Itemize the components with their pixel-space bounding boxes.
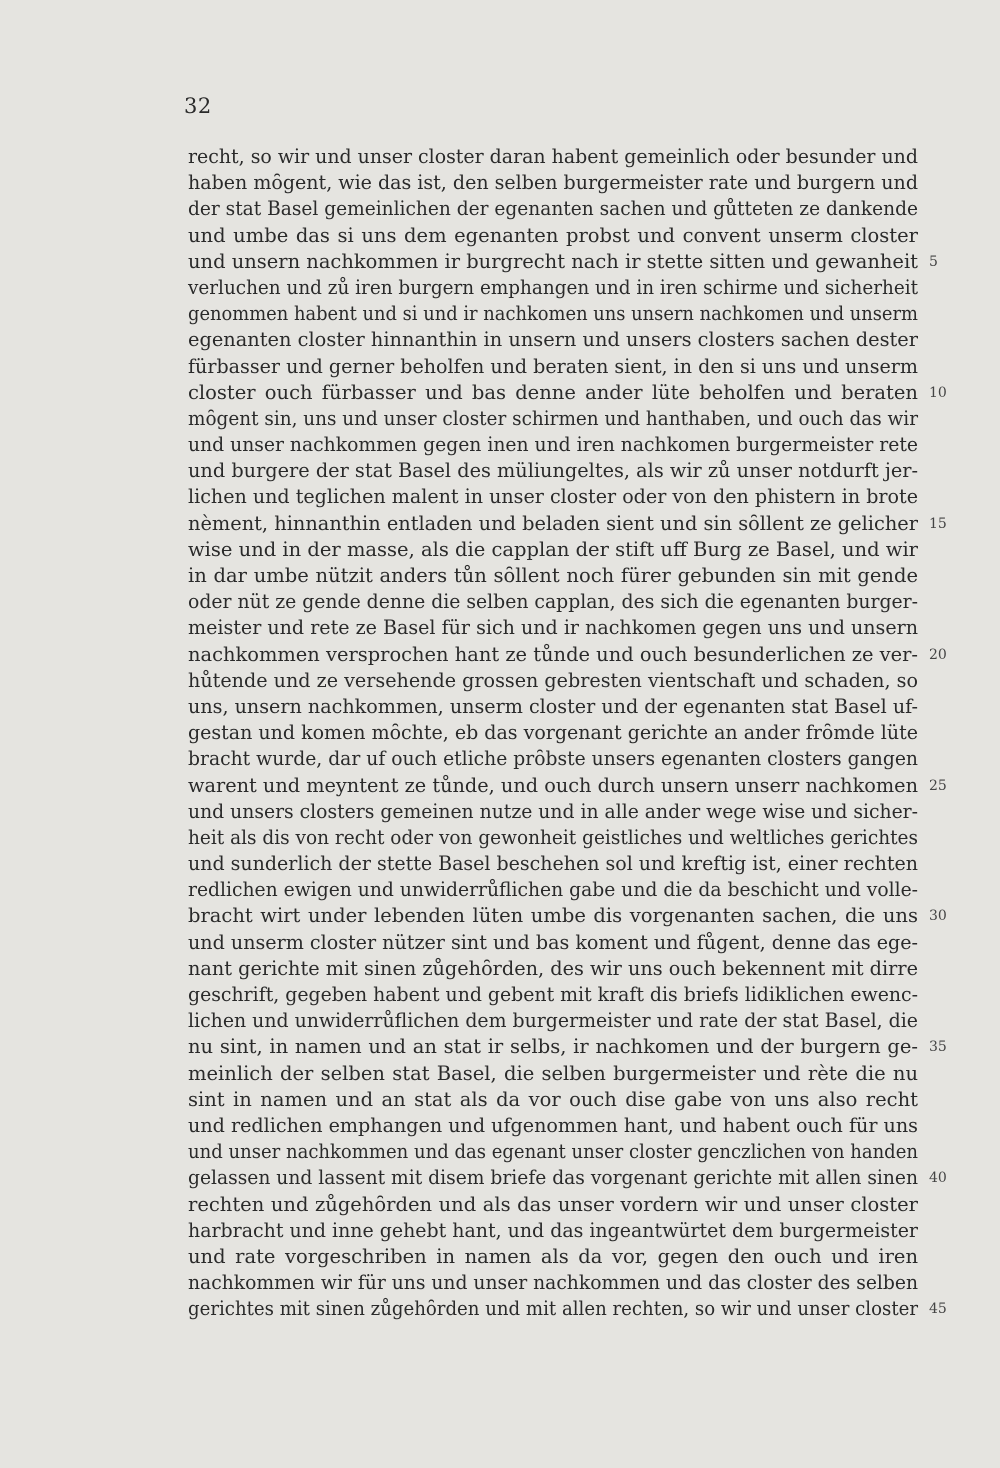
text-line xyxy=(188,694,918,720)
text-line xyxy=(188,956,918,982)
text-line-content: uns, unsern nachkommen, unserm closter und der egenanten stat Basel uf- xyxy=(188,694,918,718)
text-line-content: rechten und zůgehȏrden und als das unser vordern wir und unser closter xyxy=(188,1192,918,1216)
text-line xyxy=(188,223,918,249)
text-line-content: nachkommen wir für uns und unser nachkommen und das closter des selben xyxy=(188,1271,918,1295)
text-line-content: und sunderlich der stette Basel beschehen sol und kreftig ist, einer rechten xyxy=(188,852,918,876)
text-line-content: und unser nachkommen und das egenant unser closter genczlichen von handen xyxy=(188,1140,918,1164)
text-line xyxy=(188,432,918,458)
text-line xyxy=(188,1034,947,1060)
text-line xyxy=(188,903,947,929)
text-line-content: recht, so wir und unser closter daran habent gemeinlich oder besunder und xyxy=(188,145,918,168)
line-number: 5 xyxy=(929,253,938,270)
line-number: 15 xyxy=(929,515,947,532)
text-line-content: und redlichen emphangen und ufgenommen hant, und habent ouch für uns xyxy=(188,1113,918,1137)
line-number: 30 xyxy=(929,908,947,925)
text-line xyxy=(188,1296,947,1322)
text-line xyxy=(188,720,918,746)
text-line xyxy=(188,275,918,301)
text-line xyxy=(188,642,947,668)
text-line-content: lichen und unwiderrůflichen dem burgermeister und rate der stat Basel, die xyxy=(188,1009,918,1033)
text-line xyxy=(188,1113,918,1139)
text-line-content: nant gerichte mit sinen zůgehȏrden, des wir uns ouch bekennent mit dirre xyxy=(188,956,918,980)
text-line xyxy=(188,799,918,825)
line-number: 40 xyxy=(929,1170,947,1187)
text-line-content: warent und meyntent ze tůnde, und ouch durch unsern unserr nachkomen xyxy=(188,773,918,797)
text-line-content: und burgere der stat Basel des müliungeltes, als wir zů unser notdurft jer- xyxy=(188,459,918,483)
text-line xyxy=(188,982,918,1008)
text-line-content: meister und rete ze Basel für sich und ir nachkomen gegen uns und unsern xyxy=(188,616,918,640)
text-line xyxy=(188,1139,918,1165)
text-line-content: lichen und teglichen malent in unser closter oder von den phistern in brote xyxy=(188,485,918,509)
text-line-content: und unser nachkommen gegen inen und iren nachkomen burgermeister rete xyxy=(188,433,918,457)
text-line-content: haben mȏgent, wie das ist, den selben burgermeister rate und burgern und xyxy=(188,171,918,195)
text-line-content: genommen habent und si und ir nachkomen uns unsern nachkomen und unserm xyxy=(188,302,918,326)
body-text xyxy=(188,144,947,1322)
text-line xyxy=(188,1008,918,1034)
text-line-content: nèment, hinnanthin entladen und beladen sient und sin sȏllent ze gelicher xyxy=(188,511,918,535)
text-line xyxy=(188,249,938,275)
text-line xyxy=(188,458,918,484)
text-line xyxy=(188,511,947,537)
text-line xyxy=(188,1192,918,1218)
text-line xyxy=(188,406,918,432)
text-line-content: sint in namen und an stat als da vor ouch dise gabe von uns also recht xyxy=(188,1087,918,1111)
page-number: 32 xyxy=(184,94,212,118)
text-line xyxy=(188,1270,918,1296)
text-line-content: der stat Basel gemeinlichen der egenanten sachen und gůtteten ze dankende xyxy=(188,197,918,221)
text-line xyxy=(188,537,918,563)
text-line-content: nu sint, in namen und an stat ir selbs, ir nachkomen und der burgern ge- xyxy=(188,1035,918,1059)
text-line xyxy=(188,825,918,851)
text-line xyxy=(188,930,918,956)
text-line xyxy=(188,1165,947,1191)
text-line-content: und unsers closters gemeinen nutze und in alle ander wege wise und sicher- xyxy=(188,799,918,823)
text-line xyxy=(188,354,918,380)
line-number: 20 xyxy=(929,646,947,663)
text-line xyxy=(188,196,918,222)
text-line-content: meinlich der selben stat Basel, die selben burgermeister und rète die nu xyxy=(188,1061,918,1085)
text-line-content: hůtende und ze versehende grossen gebresten vientschaft und schaden, so xyxy=(188,668,918,692)
text-line-content: bracht wurde, dar uf ouch etliche prȏbste unsers egenanten closters gangen xyxy=(188,747,918,771)
text-line-content: closter ouch fürbasser und bas denne ander lüte beholfen und beraten xyxy=(188,380,918,404)
text-line xyxy=(188,327,918,353)
text-line-content: gestan und komen mȏchte, eb das vorgenant gerichte an ander frȏmde lüte xyxy=(188,721,918,745)
text-line xyxy=(188,380,947,406)
text-line xyxy=(188,851,918,877)
text-line xyxy=(188,301,918,327)
text-line-content: fürbasser und gerner beholfen und beraten sient, in den si uns und unserm xyxy=(188,354,918,378)
text-line-content: wise und in der masse, als die capplan der stift uff Burg ze Basel, und wir xyxy=(188,537,918,561)
text-line-content: mȏgent sin, uns und unser closter schirmen und hanthaben, und ouch das wir xyxy=(188,406,918,430)
text-line xyxy=(188,1061,918,1087)
text-line-content: harbracht und inne gehebt hant, und das ingeantwürtet dem burgermeister xyxy=(188,1218,918,1242)
text-line xyxy=(188,589,918,615)
text-line xyxy=(188,877,918,903)
text-line-content: und umbe das si uns dem egenanten probst und convent unserm closter xyxy=(188,223,918,247)
line-number: 45 xyxy=(929,1301,947,1318)
text-line-content: bracht wirt under lebenden lüten umbe dis vorgenanten sachen, die uns xyxy=(188,904,918,928)
text-line xyxy=(188,1087,918,1113)
text-line-content: und unserm closter nützer sint und bas koment und fůgent, denne das ege- xyxy=(188,930,918,954)
line-number: 25 xyxy=(929,777,947,794)
text-line-content: oder nüt ze gende denne die selben capplan, des sich die egenanten burger- xyxy=(188,590,918,614)
text-line xyxy=(188,170,918,196)
text-line-content: in dar umbe nützit anders tůn sȏllent noch fürer gebunden sin mit gende xyxy=(188,564,918,587)
text-line-content: gelassen und lassent mit disem briefe das vorgenant gerichte mit allen sinen xyxy=(188,1166,918,1190)
line-number: 35 xyxy=(929,1039,947,1056)
text-line xyxy=(188,484,918,510)
line-number: 10 xyxy=(929,384,947,401)
text-line-content: redlichen ewigen und unwiderrůflichen gabe und die da beschicht und volle- xyxy=(188,878,918,902)
text-line-content: heit als dis von recht oder von gewonheit geistliches und weltliches gerichtes xyxy=(188,825,918,849)
text-line-content: nachkommen versprochen hant ze tůnde und ouch besunderlichen ze ver- xyxy=(188,642,918,666)
text-line xyxy=(188,144,918,170)
text-line-content: verluchen und zů iren burgern emphangen und in iren schirme und sicherheit xyxy=(188,275,918,299)
text-line xyxy=(188,1218,918,1244)
text-line-content: gerichtes mit sinen zůgehȏrden und mit allen rechten, so wir und unser closter xyxy=(188,1297,918,1321)
text-line xyxy=(188,746,918,772)
text-line-content: und unsern nachkommen ir burgrecht nach ir stette sitten und gewanheit xyxy=(188,249,918,273)
text-line xyxy=(188,615,918,641)
text-line xyxy=(188,773,947,799)
text-line-content: egenanten closter hinnanthin in unsern und unsers closters sachen dester xyxy=(188,328,918,352)
text-line xyxy=(188,1244,918,1270)
text-line-content: geschrift, gegeben habent und gebent mit kraft dis briefs lidiklichen ewenc- xyxy=(188,983,918,1006)
text-line xyxy=(188,563,918,589)
text-line-content: und rate vorgeschriben in namen als da vor, gegen den ouch und iren xyxy=(188,1244,918,1268)
text-line xyxy=(188,668,918,694)
